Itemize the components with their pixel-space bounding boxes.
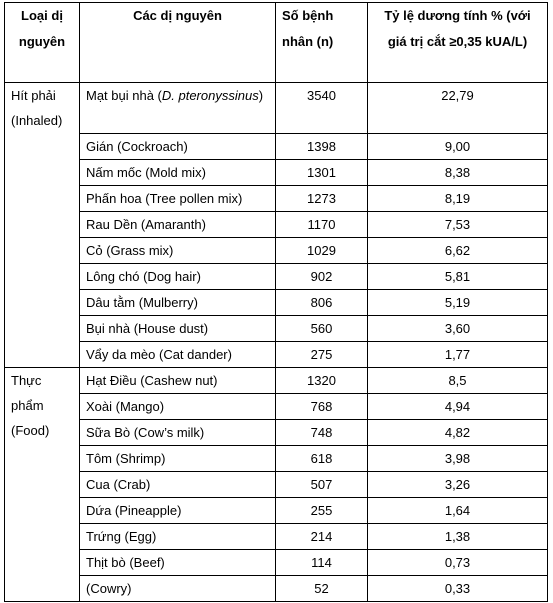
allergen-name: Rau Dền (Amaranth) bbox=[80, 212, 276, 238]
positive-rate: 3,60 bbox=[368, 316, 548, 342]
allergen-name: Dâu tằm (Mulberry) bbox=[80, 290, 276, 316]
table-row bbox=[5, 498, 548, 524]
allergen-name: Cỏ (Grass mix) bbox=[80, 238, 276, 264]
table-row bbox=[5, 134, 548, 160]
patient-count: 507 bbox=[276, 472, 368, 498]
header-positive-rate: Tỷ lệ dương tính % (với giá trị cắt ≥0,35 kUA/L) bbox=[368, 3, 548, 83]
positive-rate: 4,94 bbox=[368, 394, 548, 420]
allergen-name: Phấn hoa (Tree pollen mix) bbox=[80, 186, 276, 212]
allergen-name: Thịt bò (Beef) bbox=[80, 550, 276, 576]
allergen-name: Hạt Điều (Cashew nut) bbox=[80, 368, 276, 394]
positive-rate: 1,64 bbox=[368, 498, 548, 524]
positive-rate: 5,19 bbox=[368, 290, 548, 316]
patient-count: 768 bbox=[276, 394, 368, 420]
allergen-name bbox=[80, 83, 276, 134]
table-row bbox=[5, 524, 548, 550]
table-row bbox=[5, 472, 548, 498]
table-row bbox=[5, 576, 548, 602]
allergen-name-suffix: ) bbox=[258, 88, 264, 103]
positive-rate: 22,79 bbox=[368, 83, 548, 134]
group-label: Hít phải (Inhaled) bbox=[5, 83, 80, 368]
allergen-name: Nấm mốc (Mold mix) bbox=[80, 160, 276, 186]
positive-rate: 3,26 bbox=[368, 472, 548, 498]
patient-count: 275 bbox=[276, 342, 368, 368]
table-row bbox=[5, 264, 548, 290]
allergen-name-species: D. pteronyssinus bbox=[161, 88, 259, 103]
table-body bbox=[5, 83, 548, 602]
positive-rate: 8,38 bbox=[368, 160, 548, 186]
group-label: Thực phẩm (Food) bbox=[5, 368, 80, 602]
allergen-table bbox=[4, 2, 548, 602]
allergen-name: Lông chó (Dog hair) bbox=[80, 264, 276, 290]
positive-rate: 7,53 bbox=[368, 212, 548, 238]
positive-rate: 1,38 bbox=[368, 524, 548, 550]
allergen-name: Gián (Cockroach) bbox=[80, 134, 276, 160]
allergen-name: Bụi nhà (House dust) bbox=[80, 316, 276, 342]
allergen-name: Dứa (Pineapple) bbox=[80, 498, 276, 524]
positive-rate: 8,19 bbox=[368, 186, 548, 212]
allergen-name-prefix: Mạt bụi nhà ( bbox=[86, 88, 162, 103]
allergen-name: Cua (Crab) bbox=[80, 472, 276, 498]
table-header-row bbox=[5, 3, 548, 83]
positive-rate: 5,81 bbox=[368, 264, 548, 290]
table-row bbox=[5, 83, 548, 134]
patient-count: 1320 bbox=[276, 368, 368, 394]
table-row bbox=[5, 160, 548, 186]
allergen-name: Vẩy da mèo (Cat dander) bbox=[80, 342, 276, 368]
positive-rate: 0,33 bbox=[368, 576, 548, 602]
patient-count: 1170 bbox=[276, 212, 368, 238]
table-row bbox=[5, 550, 548, 576]
allergen-name: Xoài (Mango) bbox=[80, 394, 276, 420]
table-row bbox=[5, 342, 548, 368]
patient-count: 52 bbox=[276, 576, 368, 602]
header-allergen: Các dị nguyên bbox=[80, 3, 276, 83]
positive-rate: 3,98 bbox=[368, 446, 548, 472]
positive-rate: 6,62 bbox=[368, 238, 548, 264]
patient-count: 1273 bbox=[276, 186, 368, 212]
table-row bbox=[5, 420, 548, 446]
allergen-name: (Cowry) bbox=[80, 576, 276, 602]
patient-count: 618 bbox=[276, 446, 368, 472]
patient-count: 902 bbox=[276, 264, 368, 290]
table-row bbox=[5, 316, 548, 342]
table-row bbox=[5, 446, 548, 472]
allergen-name: Tôm (Shrimp) bbox=[80, 446, 276, 472]
allergen-name: Trứng (Egg) bbox=[80, 524, 276, 550]
patient-count: 255 bbox=[276, 498, 368, 524]
table-row bbox=[5, 394, 548, 420]
patient-count: 748 bbox=[276, 420, 368, 446]
positive-rate: 9,00 bbox=[368, 134, 548, 160]
positive-rate: 8,5 bbox=[368, 368, 548, 394]
table-row bbox=[5, 290, 548, 316]
patient-count: 114 bbox=[276, 550, 368, 576]
header-group: Loại dị nguyên bbox=[5, 3, 80, 83]
patient-count: 3540 bbox=[276, 83, 368, 134]
table-row bbox=[5, 186, 548, 212]
table-row bbox=[5, 212, 548, 238]
table-row bbox=[5, 368, 548, 394]
patient-count: 1029 bbox=[276, 238, 368, 264]
table-row bbox=[5, 238, 548, 264]
patient-count: 1301 bbox=[276, 160, 368, 186]
header-patients: Số bệnh nhân (n) bbox=[276, 3, 368, 83]
positive-rate: 0,73 bbox=[368, 550, 548, 576]
positive-rate: 1,77 bbox=[368, 342, 548, 368]
patient-count: 1398 bbox=[276, 134, 368, 160]
patient-count: 560 bbox=[276, 316, 368, 342]
patient-count: 806 bbox=[276, 290, 368, 316]
allergen-name: Sữa Bò (Cow’s milk) bbox=[80, 420, 276, 446]
patient-count: 214 bbox=[276, 524, 368, 550]
positive-rate: 4,82 bbox=[368, 420, 548, 446]
